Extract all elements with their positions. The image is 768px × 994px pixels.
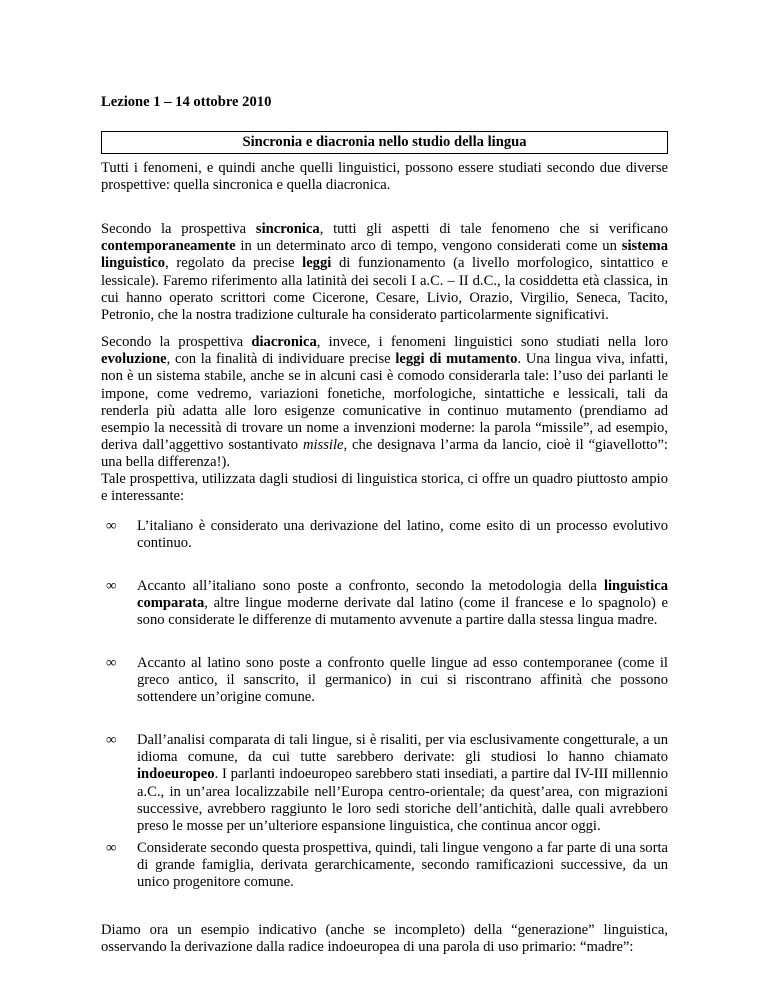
bullet-text [137, 578, 668, 630]
bold-text: linguistica comparata [137, 578, 668, 612]
closing-paragraph [101, 922, 668, 956]
text-run: Accanto al latino sono poste a confronto quelle lingue ad esso contemporanee (come il greco antico, il sanscrito, il germanico) in cui si riscontrano affinità che possono sottendere un’origine comune. [137, 655, 668, 706]
bold-text: leggi di mutamento [395, 351, 518, 368]
bullet-item [101, 518, 668, 552]
text-run: , che designava l’arma da lancio, cioè il “giavellotto”: una bella differenza!). [101, 437, 668, 471]
bullet-icon: ∞ [106, 655, 117, 671]
text-run: Dall’analisi comparata di tali lingue, si è risaliti, per via esclusivamente congetturale, a un idioma comune, da cui tutte sarebbero derivate: gli studiosi lo hanno chiamato [137, 732, 668, 766]
text-run: di funzionamento (a livello morfologico, sintattico e lessicale). Faremo riferimento alla latinità dei secoli I a.C. – II d.C., la cosiddetta età classica, in cui hanno operato scrittori come Cicerone, Cesare, Livio, Orazio, Virgilio, Seneca, Tacito, Petronio, che la nostra tradizione culturale ha considerato particolarmente significativi. [101, 255, 668, 324]
bullet-text [137, 840, 668, 892]
lesson-heading: Lezione 1 – 14 ottobre 2010 [101, 94, 272, 110]
bullet-text [137, 732, 668, 835]
text-run: Accanto all’italiano sono poste a confronto, secondo la metodologia della [137, 578, 604, 594]
paragraph [101, 221, 668, 324]
italic-text: missile [302, 437, 344, 454]
text-run: in un determinato arco di tempo, vengono considerati come un [235, 238, 622, 255]
text-run: , con la finalità di individuare precise [166, 351, 396, 368]
bold-text: leggi [302, 255, 332, 272]
bullet-item [101, 732, 668, 835]
bullet-item [101, 840, 668, 892]
bullet-icon: ∞ [106, 732, 117, 748]
bold-text: evoluzione [101, 351, 167, 368]
bold-text: diacronica [251, 334, 317, 350]
text-run: L’italiano è considerato una derivazione del latino, come esito di un processo evolutivo continuo. [137, 518, 668, 552]
text-run: Secondo la prospettiva [101, 334, 252, 350]
paragraph [101, 160, 668, 194]
text-run: . Una lingua viva, infatti, non è un sistema stabile, anche se in alcuni casi è comodo considerarla tale: l’uso dei parlanti le impone, come vedremo, variazioni fonetiche, morfologiche, sintattiche e lessicali, tali da renderla più adatta alle loro esigenze comunicative in continuo mutamento (prendiamo ad esempio la necessità di trovare un nome a invenzioni moderne: la parola “missile”, ad esempio, deriva dall’aggettivo sostantivato [101, 351, 668, 454]
bold-text: contemporaneamente [101, 238, 236, 255]
text-run: , invece, i fenomeni linguistici sono studiati nella loro [316, 334, 668, 350]
text-run: , altre lingue moderne derivate dal latino (come il francese e lo spagnolo) e sono considerate le differenze di mutamento avvenute a partire dalla stessa lingua madre. [137, 595, 668, 629]
bullet-text [137, 518, 668, 552]
bullet-item [101, 655, 668, 707]
bullet-icon: ∞ [106, 578, 117, 594]
section-title-box: Sincronia e diacronia nello studio della lingua [101, 131, 668, 154]
bullet-icon: ∞ [106, 840, 117, 856]
text-run: Diamo ora un esempio indicativo (anche se incompleto) della “generazione” linguistica, osservando la derivazione dalla radice indoeuropea di una parola di uso primario: “madre”: [101, 922, 668, 956]
text-run: , tutti gli aspetti di tale fenomeno che si verificano [319, 221, 668, 237]
text-run: Tale prospettiva, utilizzata dagli studiosi di linguistica storica, ci offre un quadro piuttosto ampio e interessante: [101, 471, 668, 505]
text-run: Considerate secondo questa prospettiva, quindi, tali lingue vengono a far parte di una sorta di grande famiglia, derivata gerarchicamente, secondo ramificazioni successive, da un unico progenitore comune. [137, 840, 668, 891]
paragraph [101, 334, 668, 472]
bold-text: sincronica [255, 221, 320, 237]
bullet-item [101, 578, 668, 630]
bullet-icon: ∞ [106, 518, 117, 534]
text-run: . I parlanti indoeuropeo sarebbero stati insediati, a partire dal IV-III millennio a.C., in un’area localizzabile nell’Europa centro-orientale; da quest’area, con migrazioni successive, avrebbero raggiunto le loro sedi storiche dell’antichità, dalle quali avrebbero preso le mosse per un’ulteriore espansione linguistica, che continua ancor oggi. [137, 766, 668, 835]
text-run: Tutti i fenomeni, e quindi anche quelli linguistici, possono essere studiati secondo due diverse prospettive: quella sincronica e quella diacronica. [101, 160, 668, 194]
bold-text: indoeuropeo [137, 766, 215, 783]
bullet-text [137, 655, 668, 707]
text-run: , regolato da precise [165, 255, 303, 272]
text-run: Secondo la prospettiva [101, 221, 256, 237]
paragraph [101, 471, 668, 505]
bold-text: sistema linguistico [101, 238, 668, 272]
